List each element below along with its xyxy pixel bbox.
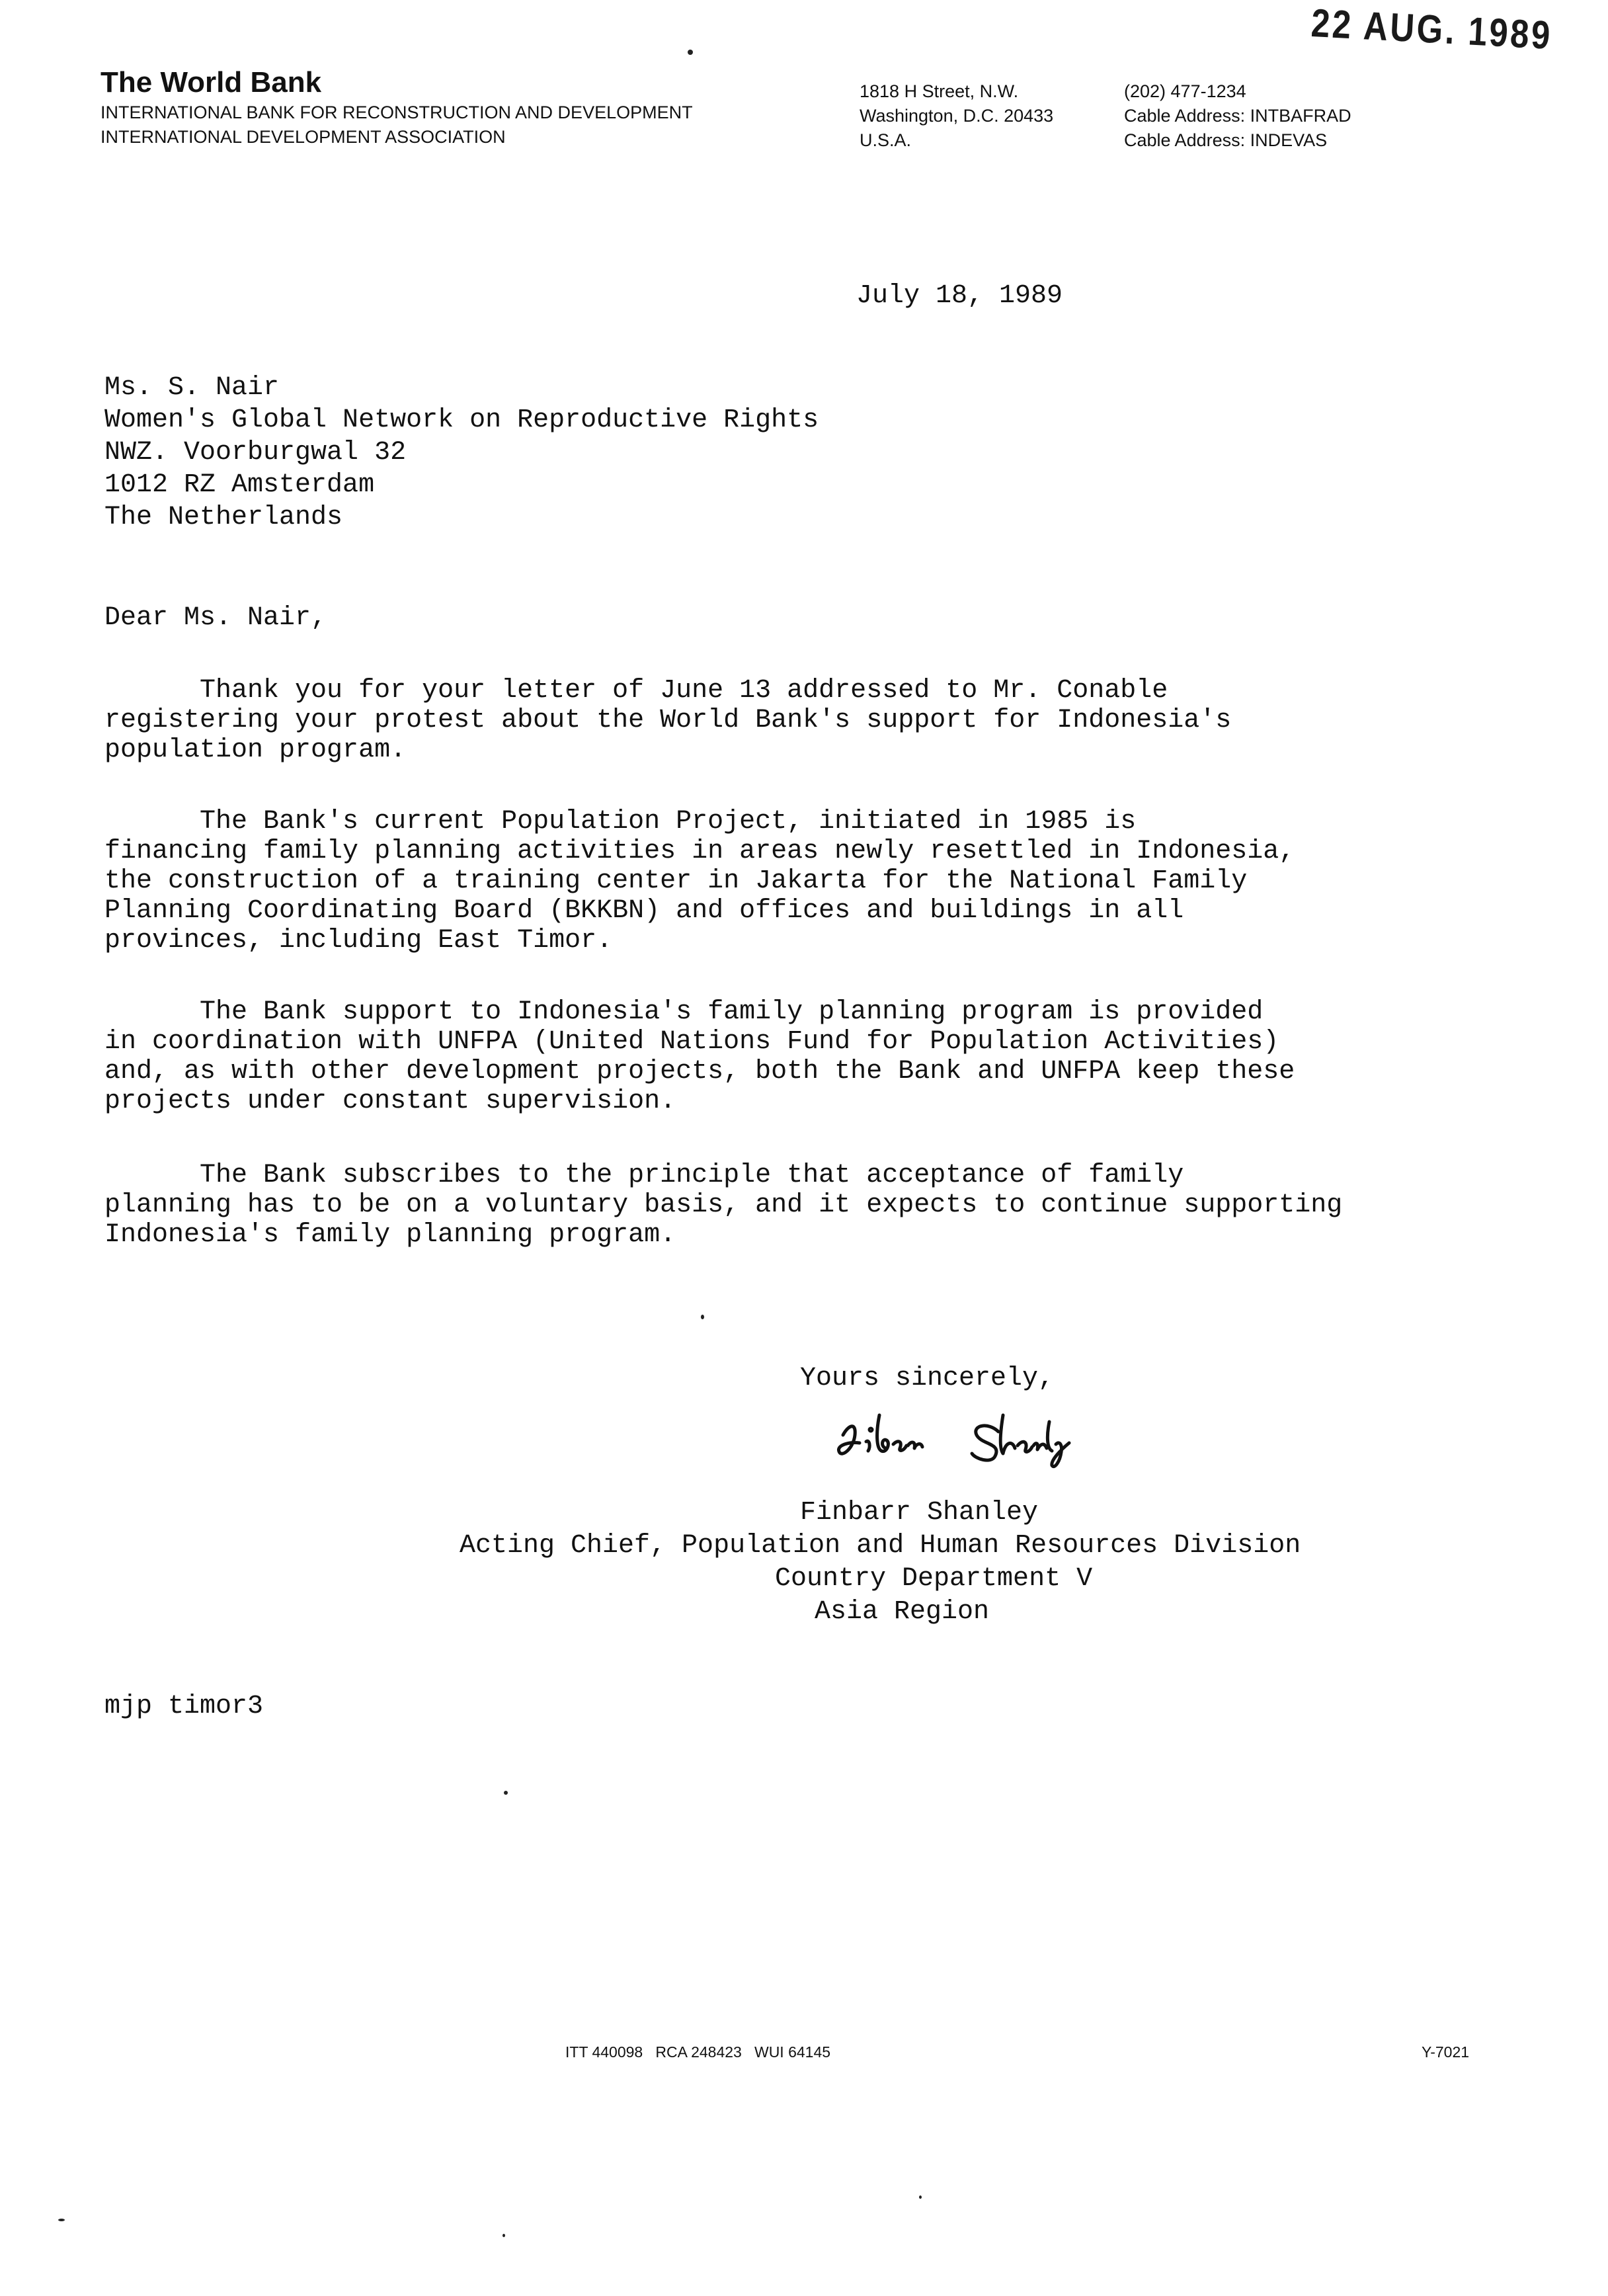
scan-speck <box>701 1315 704 1319</box>
form-number: Y-7021 <box>1422 2043 1470 2061</box>
scan-speck <box>688 50 693 55</box>
body-paragraph-3: The Bank support to Indonesia's family planning program is provided in coordination with UNFPA (United Nations Fund for Population Activities) and, as with other development projects, both the Bank and UNFPA keep these projects under constant supervision. <box>104 997 1295 1116</box>
org-subtitle-ida: INTERNATIONAL DEVELOPMENT ASSOCIATION <box>100 127 506 147</box>
signatory-title: Acting Chief, Population and Human Resources Division <box>460 1531 1301 1561</box>
scan-speck <box>58 2219 65 2221</box>
signatory-department: Country Department V <box>775 1564 1093 1594</box>
org-name: The World Bank <box>100 66 322 99</box>
closing: Yours sincerely, <box>800 1364 1055 1393</box>
salutation: Dear Ms. Nair, <box>104 603 327 633</box>
scan-speck <box>919 2195 922 2199</box>
handwritten-signature <box>830 1395 1114 1475</box>
telex-codes: ITT 440098 RCA 248423 WUI 64145 <box>565 2043 831 2061</box>
signatory-name: Finbarr Shanley <box>800 1498 1039 1528</box>
received-date-stamp: 22 AUG. 1989 <box>1310 0 1554 58</box>
typist-reference: mjp timor3 <box>104 1692 264 1721</box>
scan-speck <box>502 2234 505 2237</box>
body-paragraph-2: The Bank's current Population Project, initiated in 1985 is financing family planning activities in areas newly resettled in Indonesia, the construction of a training center in Jakarta for the National Family Planning Coordinating Board (BKKBN) and offices and buildings in all provinces, including East Timor. <box>104 807 1295 956</box>
org-subtitle-ibrd: INTERNATIONAL BANK FOR RECONSTRUCTION AND DEVELOPMENT <box>100 102 693 122</box>
street-address: 1818 H Street, N.W. Washington, D.C. 20433 U.S.A. <box>860 81 1054 150</box>
body-paragraph-4: The Bank subscribes to the principle that acceptance of family planning has to be on a voluntary basis, and it expects to continue supporting Indonesia's family planning program. <box>104 1161 1343 1250</box>
scan-speck <box>504 1791 508 1795</box>
body-paragraph-1: Thank you for your letter of June 13 addressed to Mr. Conable registering your protest about the World Bank's support for Indonesia's population program. <box>104 676 1232 765</box>
contact-info: (202) 477-1234 Cable Address: INTBAFRAD Cable Address: INDEVAS <box>1124 81 1351 150</box>
letter-date: July 18, 1989 <box>856 281 1063 311</box>
signatory-region: Asia Region <box>815 1597 990 1627</box>
recipient-address: Ms. S. Nair Women's Global Network on Reproductive Rights NWZ. Voorburgwal 32 1012 RZ Amsterdam The Netherlands <box>104 373 819 532</box>
